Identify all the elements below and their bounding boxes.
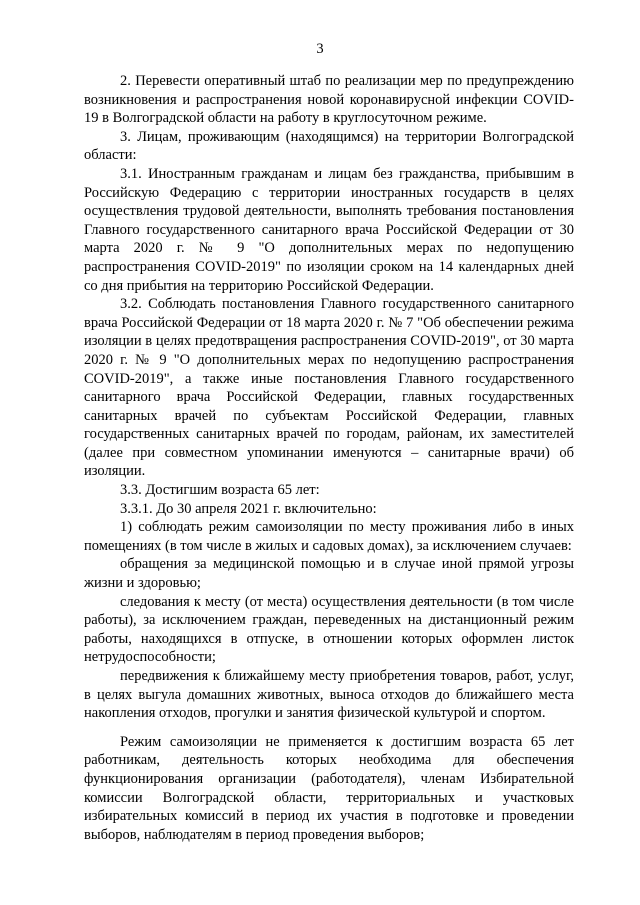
paragraph-3-3-1: 3.3.1. До 30 апреля 2021 г. включительно: (120, 500, 377, 517)
paragraph-3-2: 3.2. Соблюдать постановления Главного государственного санитарного врача Российской Федерации от 18 марта 2020 г. № 7 "Об обеспечении режима изоляции в целях предотвращения распространения COVID-2019", от 30 марта 2020 г. № 9 "О дополнительных мерах по недопущению распространения COVID-2019", а также иные постановления Главного государственного санитарного врача Российской Федерации, главных государственных санитарных врачей по субъектам Российской Федерации, главных государственных санитарных врачей по городам, районам, их заместителей (далее при совместном упоминании именуются – санитарные врачи) об изоляции. (84, 296, 574, 480)
paragraph-case-shopping: передвижения к ближайшему месту приобретения товаров, работ, услуг, в целях выгула домашних животных, выноса отходов до ближайшего места накопления отходов, прогулки и занятия физической культурой и спортом. (84, 668, 574, 722)
paragraph-2: 2. Перевести оперативный штаб по реализации мер по предупреждению возникновения и распространения новой коронавирусной инфекции COVID-19 в Волгоградской области на работу в круглосуточном режиме. (84, 73, 574, 127)
paragraph-3-1: 3.1. Иностранным гражданам и лицам без гражданства, прибывшим в Российскую Федерацию с территории иностранных государств в целях осуществления трудовой деятельности, выполнять требования постановления Главного государственного санитарного врача Российской Федерации от 30 марта 2020 г. № 9 "О дополнительных мерах по недопущению распространения COVID-2019" по изоляции сроком на 14 календарных дней со дня прибытия на территорию Российской Федерации. (84, 165, 574, 294)
paragraph-case-medical: обращения за медицинской помощью и в случае иной прямой угрозы жизни и здоровью; (84, 556, 574, 592)
paragraph-3-3: 3.3. Достигшим возраста 65 лет: (120, 482, 320, 499)
paragraph-item-1: 1) соблюдать режим самоизоляции по месту проживания либо в иных помещениях (в том числе в жилых и садовых домах), за исключением случаев: (84, 519, 574, 554)
document-body (84, 72, 574, 844)
paragraph-3: 3. Лицам, проживающим (находящимся) на территории Волгоградской области: (84, 128, 574, 164)
paragraph-case-work: следования к месту (от места) осуществления деятельности (в том числе работы), за исключением граждан, переведенных на дистанционный режим работы, находящихся в отпуске, в отношении которых оформлен листок нетрудоспособности; (84, 593, 574, 666)
page-number: 3 (316, 41, 324, 57)
paragraph-exemption: Режим самоизоляции не применяется к достигшим возраста 65 лет работникам, деятельность которых необходима для обеспечения функционирования организации (работодателя), членам Избирательной комиссии Волгоградской области, территориальных и участковых избирательных комиссий в период их участия в подготовке и проведении выборов, наблюдателям в период проведения выборов; (84, 733, 574, 843)
